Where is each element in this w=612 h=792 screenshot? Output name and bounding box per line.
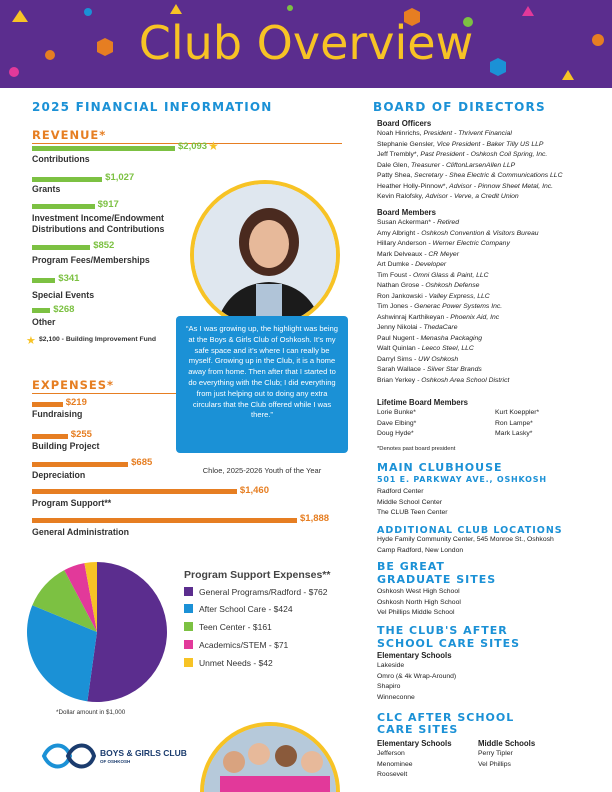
board-member-row bbox=[377, 292, 607, 303]
expense-bar-depreciation bbox=[32, 462, 128, 467]
member-name: Stephanie Gensler, bbox=[377, 140, 437, 148]
legend-label: Teen Center - $161 bbox=[199, 622, 272, 632]
member-name: Tim Foust bbox=[377, 271, 409, 279]
legend-label: General Programs/Radford - $762 bbox=[199, 587, 328, 597]
member-affiliation: Treasurer - CliftonLarsenAllen LLP bbox=[411, 161, 516, 169]
board-member-row bbox=[377, 250, 607, 261]
board-member-row bbox=[377, 355, 607, 366]
board-member-row bbox=[377, 323, 607, 334]
board-member-row bbox=[377, 376, 607, 387]
expense-value: $1,460 bbox=[239, 485, 269, 496]
member-affiliation: - Valley Express, LLC bbox=[424, 292, 490, 300]
member-name: Kevin Ralofsky, bbox=[377, 193, 426, 200]
after-school-heading-1: THE CLUB'S AFTER bbox=[377, 624, 508, 637]
lifetime-right-list bbox=[495, 408, 539, 440]
site-item: Lakeside bbox=[377, 662, 405, 669]
expense-bar-general-admin bbox=[32, 518, 297, 523]
member-affiliation: - Menasha Packaging bbox=[416, 334, 483, 342]
revenue-label: Special Events bbox=[32, 290, 95, 300]
location-item: Radford Center bbox=[377, 488, 424, 495]
legend-item bbox=[184, 604, 293, 614]
member-name: Patty Shea, bbox=[377, 172, 415, 179]
legend-item bbox=[184, 587, 328, 597]
header-banner bbox=[0, 0, 612, 88]
expense-label: Depreciation bbox=[32, 470, 86, 480]
member-affiliation: Past President - Oshkosh Coil Spring, Inc. bbox=[420, 151, 548, 158]
members-list bbox=[377, 218, 607, 386]
revenue-label: Investment Income/Endowment bbox=[32, 213, 164, 223]
quote-attribution: Chloe, 2025-2026 Youth of the Year bbox=[202, 466, 322, 475]
lifetime-member: Kurt Koeppler* bbox=[495, 409, 540, 416]
members-heading: Board Members bbox=[377, 208, 436, 217]
member-name: Susan Ackerman* bbox=[377, 219, 433, 226]
member-name: Jenny Nikolai bbox=[377, 324, 420, 331]
board-member-row bbox=[377, 271, 607, 282]
expenses-heading: EXPENSES* bbox=[32, 378, 115, 392]
star-icon: ★ bbox=[26, 335, 36, 347]
member-name: Sarah Wallace bbox=[377, 366, 423, 373]
member-name: Amy Albright bbox=[377, 229, 418, 237]
revenue-label: Program Fees/Memberships bbox=[32, 255, 150, 265]
after-school-heading-2: SCHOOL CARE SITES bbox=[377, 637, 521, 650]
program-support-pie-chart bbox=[25, 560, 175, 710]
expense-label: Program Support** bbox=[32, 498, 112, 508]
board-member-row bbox=[377, 218, 607, 229]
logo-name: BOYS & GIRLS CLUB bbox=[100, 748, 187, 758]
additional-locations-heading: ADDITIONAL CLUB LOCATIONS bbox=[377, 525, 563, 536]
expense-value: $255 bbox=[70, 429, 92, 440]
legend-label: Academics/STEM - $71 bbox=[199, 640, 289, 650]
main-clubhouse-heading: MAIN CLUBHOUSE bbox=[377, 461, 503, 474]
member-affiliation: President - Thrivent Financial bbox=[423, 130, 512, 137]
member-name: Mark Delveaux bbox=[377, 250, 425, 258]
legend-swatch bbox=[184, 604, 193, 613]
member-name: Art Dumke bbox=[377, 261, 411, 268]
board-member-row bbox=[377, 302, 607, 313]
member-affiliation: - Developer bbox=[411, 261, 447, 268]
revenue-label: Contributions bbox=[32, 154, 90, 164]
expense-bar-fundraising bbox=[32, 402, 63, 407]
site-item: Winneconne bbox=[377, 693, 415, 701]
expense-bar-program-support bbox=[32, 489, 237, 494]
member-affiliation: - Oshkosh Area School District bbox=[417, 376, 510, 384]
board-member-row bbox=[377, 192, 607, 203]
youth-photo bbox=[190, 180, 340, 330]
lifetime-heading: Lifetime Board Members bbox=[377, 398, 468, 407]
board-member-row bbox=[377, 281, 607, 292]
clc-heading-1: CLC AFTER SCHOOL bbox=[377, 711, 515, 724]
expense-bar-building bbox=[32, 434, 68, 439]
legend-swatch bbox=[184, 587, 193, 596]
member-name: Walt Quinlan bbox=[377, 345, 418, 352]
member-name: Nathan Grose bbox=[377, 282, 422, 289]
revenue-value: $1,027 bbox=[105, 172, 135, 183]
logo-sub: OF OSHKOSH bbox=[100, 759, 131, 764]
member-name: Ashwinraj Karthikeyan bbox=[377, 313, 447, 321]
board-member-row bbox=[377, 129, 607, 140]
member-name: Darryl Sims bbox=[377, 355, 415, 363]
member-affiliation: - UW Oshkosh bbox=[414, 355, 459, 363]
pie-chart-title: Program Support Expenses** bbox=[184, 569, 331, 581]
officers-heading: Board Officers bbox=[377, 119, 432, 128]
member-name: Dale Glen, bbox=[377, 161, 412, 169]
graduate-heading-1: BE GREAT bbox=[377, 560, 445, 573]
legend-label: Unmet Needs - $42 bbox=[199, 658, 273, 668]
member-name: Hillary Anderson bbox=[377, 240, 429, 247]
clc-middle-heading: Middle Schools bbox=[478, 739, 536, 748]
member-affiliation: - Generac Power Systems Inc. bbox=[410, 303, 503, 310]
graduate-list bbox=[377, 587, 461, 619]
revenue-bar-contributions bbox=[32, 146, 175, 151]
officers-list bbox=[377, 129, 607, 203]
revenue-label: Grants bbox=[32, 184, 61, 194]
star-icon: ★ bbox=[208, 139, 219, 153]
expense-label: Fundraising bbox=[32, 409, 83, 419]
revenue-value: $341 bbox=[58, 273, 80, 284]
additional-locations-list bbox=[377, 535, 554, 556]
quote-box bbox=[176, 316, 348, 453]
location-item: Middle School Center bbox=[377, 498, 442, 506]
legend-item bbox=[184, 622, 272, 632]
lifetime-member: Doug Hyde* bbox=[377, 430, 414, 437]
site-item: Oshkosh West High School bbox=[377, 588, 460, 595]
boys-girls-club-logo-icon bbox=[40, 738, 98, 774]
revenue-bar-special-events bbox=[32, 278, 55, 283]
location-item: Hyde Family Community Center, 545 Monroe St., Oshkosh bbox=[377, 536, 554, 543]
member-affiliation: Vice President - Baker Tilly US LLP bbox=[436, 140, 544, 148]
member-affiliation: - ThedaCare bbox=[419, 324, 458, 331]
expense-label: General Administration bbox=[32, 527, 129, 537]
revenue-value: $2,093 bbox=[178, 141, 208, 152]
chart-footnote: *Dollar amount in $1,000 bbox=[56, 709, 126, 716]
person-silhouette-icon bbox=[194, 184, 340, 330]
member-affiliation: - Oshkosh Defense bbox=[421, 282, 480, 289]
location-item: The CLUB Teen Center bbox=[377, 509, 448, 516]
site-item: Oshkosh North High School bbox=[377, 598, 461, 606]
clc-heading-2: CARE SITES bbox=[377, 723, 459, 736]
site-item: Omro (& 4k Wrap-Around) bbox=[377, 672, 457, 680]
financial-heading: 2025 FINANCIAL INFORMATION bbox=[32, 100, 273, 114]
member-affiliation: - Oshkosh Convention & Visitors Bureau bbox=[417, 229, 539, 237]
site-item: Jefferson bbox=[377, 750, 405, 757]
site-item: Vel Phillips bbox=[478, 760, 511, 768]
member-name: Paul Nugent bbox=[377, 334, 417, 342]
group-photo-icon bbox=[204, 726, 340, 792]
legend-item bbox=[184, 640, 288, 650]
member-affiliation: Advisor - Pinnow Sheet Metal, Inc. bbox=[449, 182, 554, 190]
board-member-row bbox=[377, 150, 607, 161]
revenue-value: $852 bbox=[93, 240, 115, 251]
main-clubhouse-address: 501 E. PARKWAY AVE., OSHKOSH bbox=[377, 475, 547, 484]
site-item: Perry Tipler bbox=[478, 750, 513, 757]
member-name: Tim Jones bbox=[377, 303, 410, 310]
member-affiliation: - Retired bbox=[432, 219, 459, 226]
site-item: Shapiro bbox=[377, 683, 401, 690]
member-affiliation: - Silver Star Brands bbox=[422, 366, 482, 373]
board-member-row bbox=[377, 365, 607, 376]
board-member-row bbox=[377, 313, 607, 324]
after-school-sub: Elementary Schools bbox=[377, 651, 452, 660]
legend-label: After School Care - $424 bbox=[199, 604, 293, 614]
member-affiliation: Secretary - Shea Electric & Communications LLC bbox=[414, 172, 563, 179]
main-clubhouse-list bbox=[377, 487, 448, 519]
clc-middle-list bbox=[478, 749, 513, 770]
lifetime-member: Dave Elbing* bbox=[377, 419, 417, 427]
member-affiliation: Advisor - Verve, a Credit Union bbox=[425, 193, 519, 200]
location-item: Camp Radford, New London bbox=[377, 546, 464, 554]
member-affiliation: - Phoenix Aid, Inc bbox=[446, 313, 500, 321]
revenue-value: $917 bbox=[97, 199, 119, 210]
expense-label: Building Project bbox=[32, 441, 100, 451]
board-member-row bbox=[377, 239, 607, 250]
kids-group-photo bbox=[200, 722, 340, 792]
site-item: Menominee bbox=[377, 760, 413, 768]
page-title: Club Overview bbox=[138, 16, 474, 70]
legend-swatch bbox=[184, 640, 193, 649]
site-item: Vel Phillips Middle School bbox=[377, 609, 455, 616]
legend-swatch bbox=[184, 658, 193, 667]
club-logo bbox=[40, 738, 187, 778]
board-member-row bbox=[377, 334, 607, 345]
member-affiliation: - Werner Electric Company bbox=[428, 240, 510, 247]
member-name: Noah Hinrichs, bbox=[377, 130, 424, 137]
member-name: Ron Jankowski bbox=[377, 292, 425, 300]
lifetime-member: Lorie Bunke* bbox=[377, 409, 416, 416]
lifetime-member: Mark Lasky* bbox=[495, 430, 533, 437]
clc-elementary-heading: Elementary Schools bbox=[377, 739, 452, 748]
board-member-row bbox=[377, 161, 607, 172]
board-member-row bbox=[377, 229, 607, 240]
building-fund-note: $2,100 - Building Improvement Fund bbox=[39, 336, 157, 343]
clc-elementary-list bbox=[377, 749, 413, 781]
revenue-bar-grants bbox=[32, 177, 102, 182]
lifetime-member: Ron Lampe* bbox=[495, 419, 533, 427]
legend-swatch bbox=[184, 622, 193, 631]
site-item: Roosevelt bbox=[377, 771, 408, 778]
member-name: Heather Holly-Pinnow*, bbox=[377, 182, 450, 190]
board-member-row bbox=[377, 260, 607, 271]
member-affiliation: - Omni Glass & Paint, LLC bbox=[408, 271, 489, 279]
revenue-bar-program-fees bbox=[32, 245, 90, 250]
lifetime-left-list bbox=[377, 408, 416, 440]
board-heading: BOARD OF DIRECTORS bbox=[373, 100, 546, 114]
expense-value: $1,888 bbox=[300, 513, 330, 524]
revenue-heading: REVENUE* bbox=[32, 128, 107, 142]
member-affiliation: - CR Meyer bbox=[424, 250, 459, 258]
past-president-note: *Denotes past board president bbox=[377, 446, 456, 452]
board-member-row bbox=[377, 344, 607, 355]
member-name: Jeff Trembly*, bbox=[377, 151, 421, 158]
board-member-row bbox=[377, 182, 607, 193]
pie-slice-general-programs-radford bbox=[87, 562, 167, 702]
revenue-value: $268 bbox=[53, 304, 75, 315]
quote-text: “As I was growing up, the highlight was being at the Boys & Girls Club of Oshkosh. It’s my safe space and it’s where I can really be myself. Growing up in the Club, it is a home away from home. Then after that I started to do everything with the Club; I did everything from just helping out to doing any extra circulars that the Club offered while I was there.” bbox=[186, 324, 338, 420]
revenue-label-line2: Distributions and Contributions bbox=[32, 224, 165, 234]
revenue-bar-other bbox=[32, 308, 50, 313]
legend-item bbox=[184, 658, 273, 668]
board-member-row bbox=[377, 171, 607, 182]
graduate-heading-2: GRADUATE SITES bbox=[377, 573, 497, 586]
expense-value: $219 bbox=[65, 397, 87, 408]
board-member-row bbox=[377, 140, 607, 151]
revenue-bar-investment bbox=[32, 204, 95, 209]
revenue-label: Other bbox=[32, 317, 56, 327]
member-affiliation: - Leeco Steel, LLC bbox=[417, 345, 474, 352]
expense-value: $685 bbox=[131, 457, 153, 468]
after-school-list bbox=[377, 661, 456, 703]
member-name: Brian Yerkey bbox=[377, 376, 418, 384]
